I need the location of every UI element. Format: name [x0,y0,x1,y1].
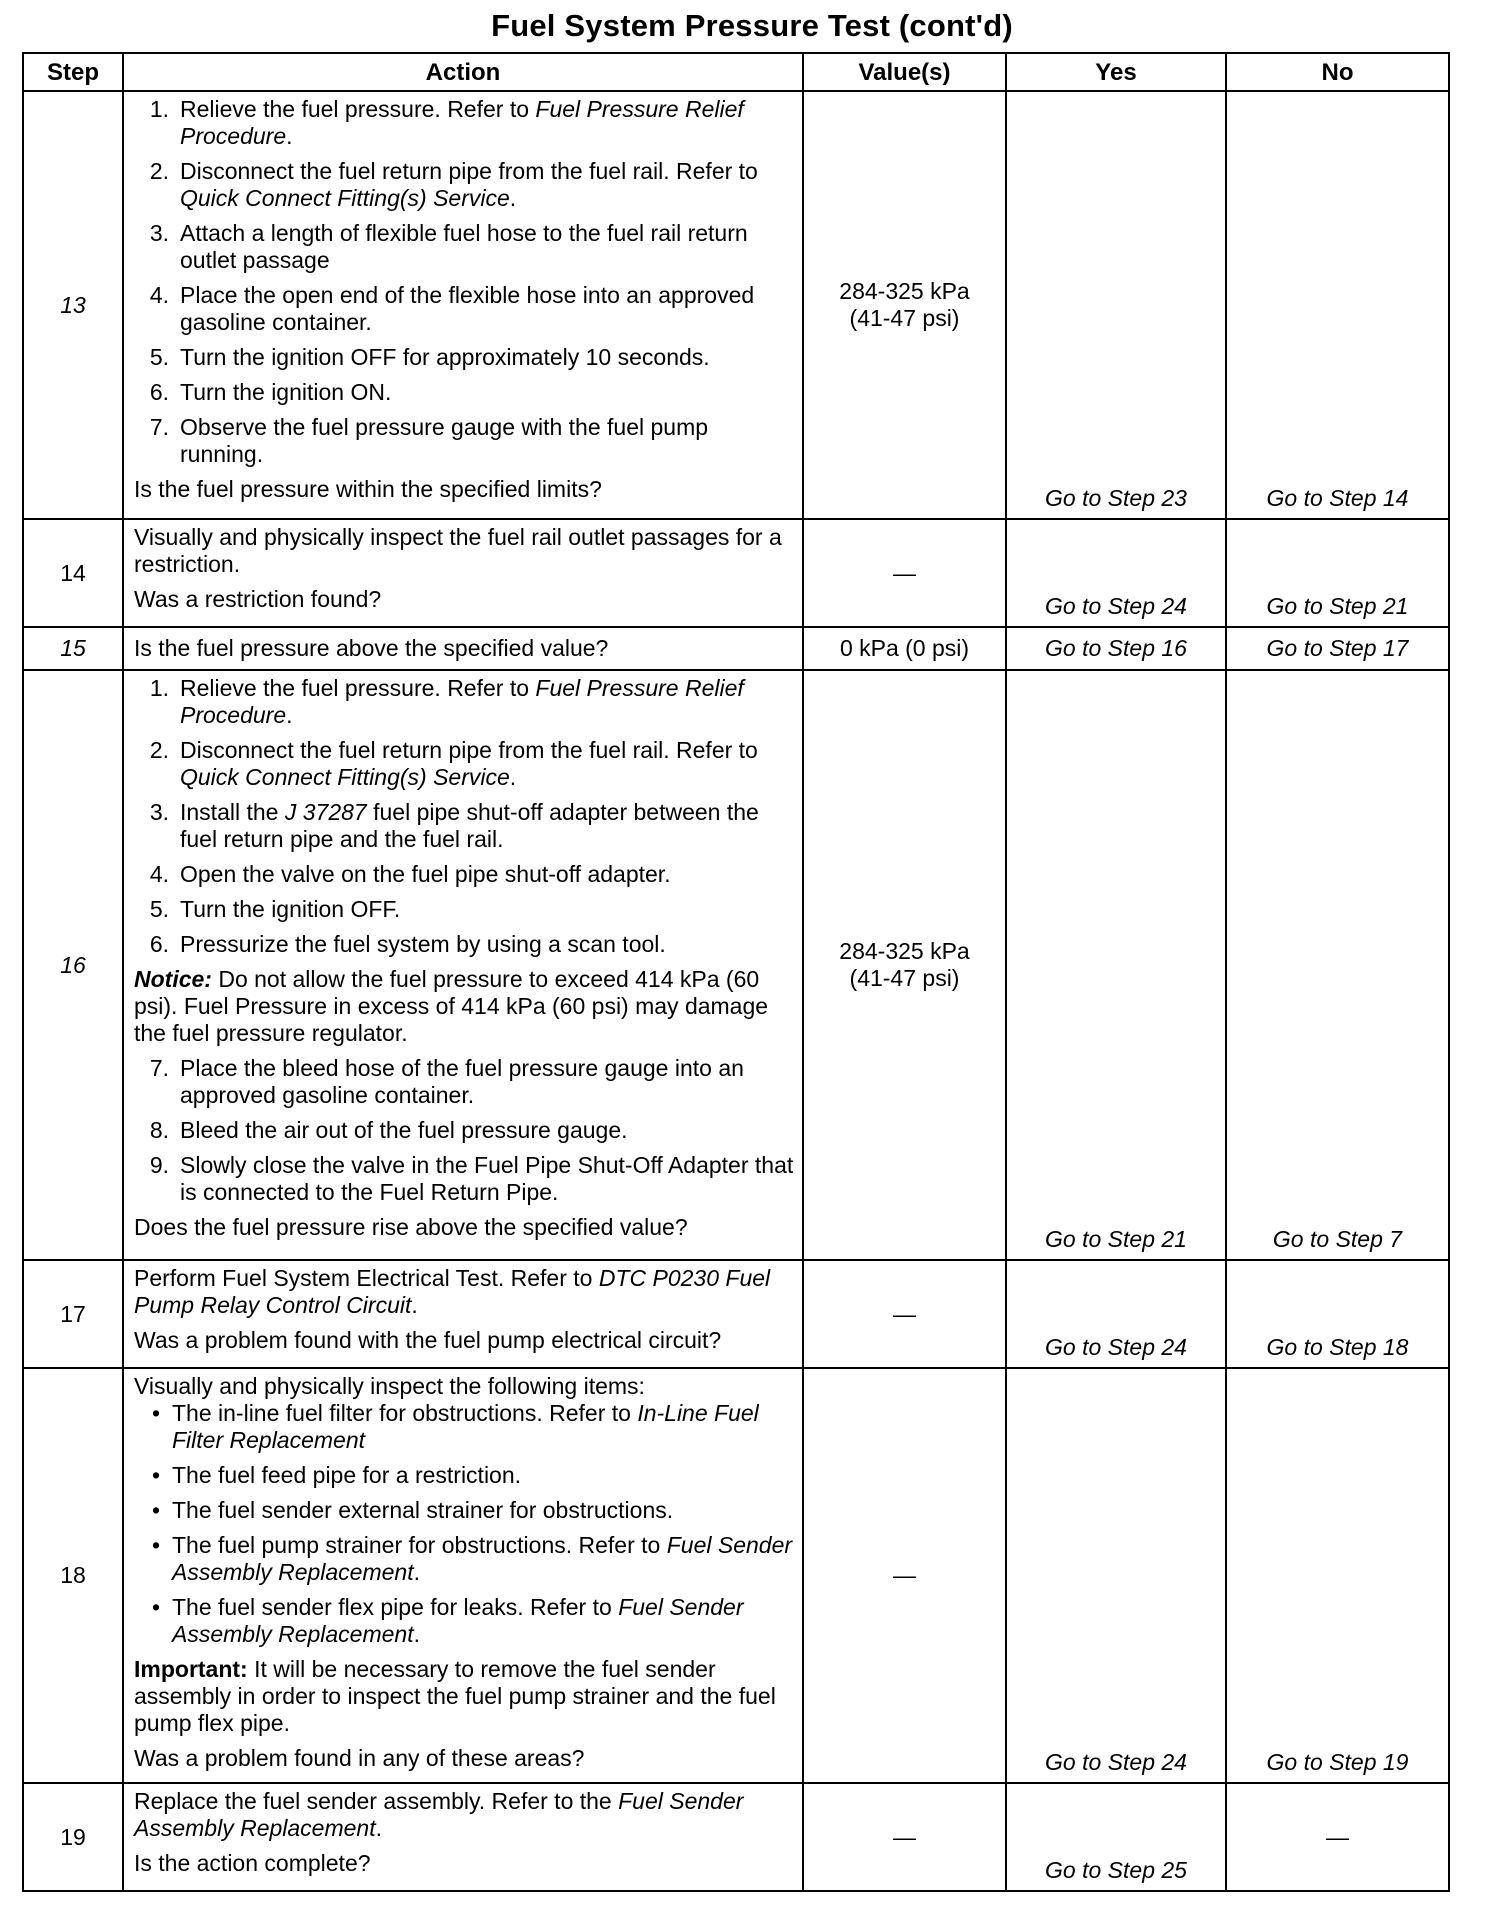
value-line: 284-325 kPa [839,938,970,964]
action-question: Is the action complete? [134,1850,371,1876]
action-item: 3. Install the J 37287 fuel pipe shut-off adapter between the fuel return pipe and the fuel rail. [149,799,759,852]
table-row-step-19 [23,1783,1449,1891]
action-cell [123,1260,803,1368]
yes-cell: Go to Step 25 [1006,1783,1226,1891]
col-header-no: No [1226,53,1449,91]
bullet-item: • The fuel feed pipe for a restriction. [151,1462,522,1488]
action-question: Is the fuel pressure within the specified limits? [134,476,602,502]
action-question: Does the fuel pressure rise above the specified value? [134,1214,688,1240]
action-cell [123,627,803,670]
action-item: 3. Attach a length of flexible fuel hose to the fuel rail return outlet passage [149,220,748,273]
action-item: 4. Open the valve on the fuel pipe shut-off adapter. [149,861,671,887]
action-question: Was a problem found with the fuel pump electrical circuit? [134,1327,722,1353]
no-cell: Go to Step 19 [1226,1368,1449,1783]
step-number: 13 [23,91,123,519]
action-item: 1. Relieve the fuel pressure. Refer to Fuel Pressure Relief Procedure. [149,675,744,728]
table-row-step-13 [23,91,1449,519]
no-cell: Go to Step 18 [1226,1260,1449,1368]
value-cell: — [803,1783,1006,1891]
table-header-row [23,53,1449,91]
table-row-step-17 [23,1260,1449,1368]
step-number: 18 [23,1368,123,1783]
bullet-item: • The fuel sender flex pipe for leaks. Refer to Fuel Sender Assembly Replacement. [151,1594,744,1647]
table-row-step-18 [23,1368,1449,1783]
action-cell [123,519,803,627]
yes-cell: Go to Step 24 [1006,1260,1226,1368]
value-cell: 0 kPa (0 psi) [803,627,1006,670]
table-row-step-15 [23,627,1449,670]
yes-cell: Go to Step 16 [1006,627,1226,670]
bullet-item: • The fuel sender external strainer for obstructions. [151,1497,674,1523]
table-row-step-16 [23,670,1449,1260]
step-number: 15 [23,627,123,670]
action-item: 9. Slowly close the valve in the Fuel Pipe Shut-Off Adapter that is connected to the Fuel Return Pipe. [149,1152,794,1205]
value-cell [803,670,1006,1260]
no-cell: Go to Step 14 [1226,91,1449,519]
action-text: Visually and physically inspect the following items: [134,1373,645,1399]
action-item: 6. Turn the ignition ON. [149,379,392,405]
value-cell: — [803,1368,1006,1783]
action-item: 8. Bleed the air out of the fuel pressure gauge. [149,1117,628,1143]
yes-cell: Go to Step 23 [1006,91,1226,519]
action-item: 1. Relieve the fuel pressure. Refer to Fuel Pressure Relief Procedure. [149,96,744,149]
action-item: 2. Disconnect the fuel return pipe from the fuel rail. Refer to Quick Connect Fitting(s) Service. [149,158,758,211]
step-number: 19 [23,1783,123,1891]
table-row-step-14 [23,519,1449,627]
action-cell [123,1783,803,1891]
action-question: Is the fuel pressure above the specified value? [134,635,609,661]
yes-cell: Go to Step 21 [1006,670,1226,1260]
col-header-step: Step [23,53,123,91]
step-number: 14 [23,519,123,627]
no-cell: Go to Step 17 [1226,627,1449,670]
step-number: 17 [23,1260,123,1368]
action-item: 6. Pressurize the fuel system by using a scan tool. [149,931,666,957]
important-note: Important: It will be necessary to remove the fuel sender assembly in order to inspect the fuel pump strainer and the fuel pump flex pipe. [134,1656,776,1736]
procedure-table [22,52,1450,1892]
value-cell [803,91,1006,519]
no-cell: — [1226,1783,1449,1891]
no-cell: Go to Step 7 [1226,670,1449,1260]
col-header-values: Value(s) [803,53,1006,91]
action-cell [123,1368,803,1783]
action-item: 5. Turn the ignition OFF for approximately 10 seconds. [149,344,710,370]
action-cell [123,670,803,1260]
action-item: 7. Observe the fuel pressure gauge with the fuel pump running. [149,414,709,467]
action-text: Replace the fuel sender assembly. Refer to the Fuel Sender Assembly Replacement. [134,1788,744,1841]
value-line: 284-325 kPa [839,278,970,304]
action-item: 5. Turn the ignition OFF. [149,896,401,922]
value-cell: — [803,519,1006,627]
value-line: (41-47 psi) [849,305,960,331]
action-question: Was a problem found in any of these areas? [134,1745,585,1771]
no-cell: Go to Step 21 [1226,519,1449,627]
action-cell [123,91,803,519]
yes-cell: Go to Step 24 [1006,1368,1226,1783]
page-title: Fuel System Pressure Test (cont'd) [491,8,1013,43]
action-item: 2. Disconnect the fuel return pipe from the fuel rail. Refer to Quick Connect Fitting(s) Service. [149,737,758,790]
notice-note: Notice: Do not allow the fuel pressure to exceed 414 kPa (60 psi). Fuel Pressure in excess of 414 kPa (60 psi) may damage the fuel pressure regulator. [134,966,769,1046]
action-item: 7. Place the bleed hose of the fuel pressure gauge into an approved gasoline container. [149,1055,744,1108]
bullet-item: • The fuel pump strainer for obstructions. Refer to Fuel Sender Assembly Replacement. [151,1532,793,1585]
col-header-action: Action [123,53,803,91]
action-item: 4. Place the open end of the flexible hose into an approved gasoline container. [149,282,755,335]
step-number: 16 [23,670,123,1260]
bullet-item: • The in-line fuel filter for obstructions. Refer to In-Line Fuel Filter Replacement [151,1400,759,1453]
action-question: Was a restriction found? [134,586,382,612]
value-line: (41-47 psi) [849,965,960,991]
value-cell: — [803,1260,1006,1368]
yes-cell: Go to Step 24 [1006,519,1226,627]
action-text: Perform Fuel System Electrical Test. Refer to DTC P0230 Fuel Pump Relay Control Circuit. [134,1265,771,1318]
col-header-yes: Yes [1006,53,1226,91]
action-text: Visually and physically inspect the fuel rail outlet passages for a restriction. [134,524,782,577]
